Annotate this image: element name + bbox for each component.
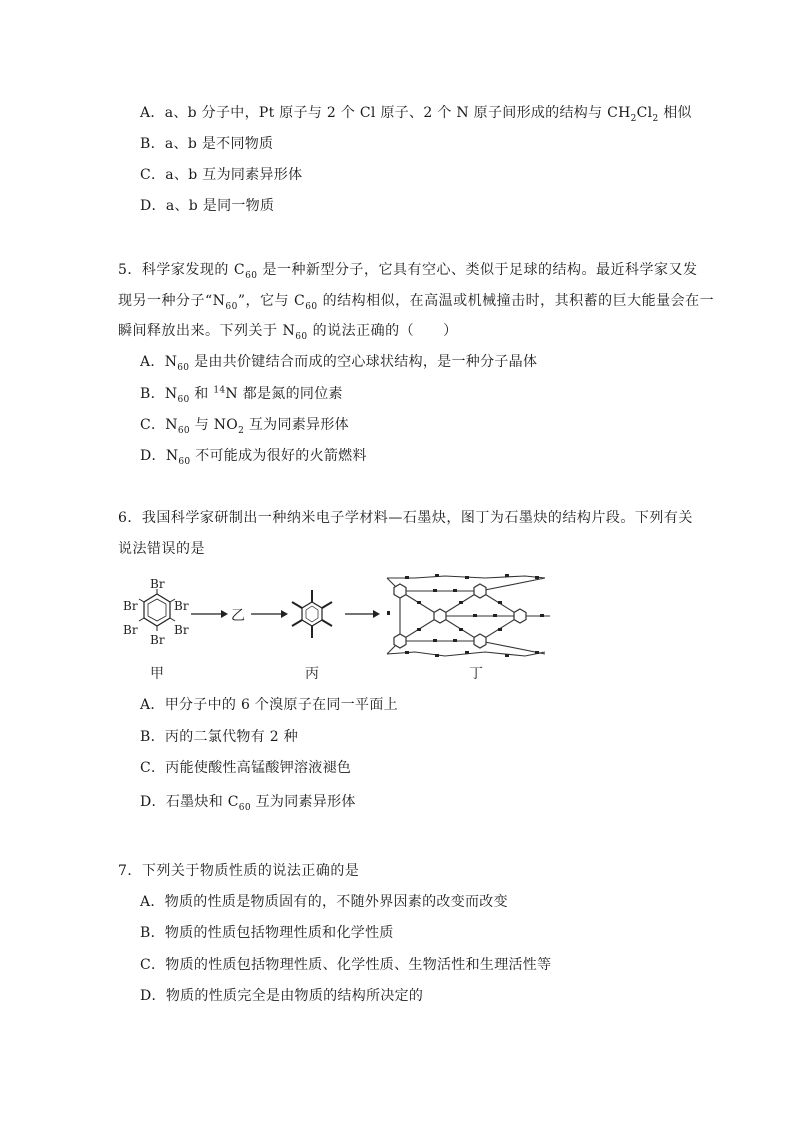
reaction-arrow-1 bbox=[191, 610, 228, 618]
graphdiyne-reaction-diagram bbox=[115, 566, 565, 686]
text: 互为同素异形体 bbox=[250, 794, 356, 810]
q6-option-b: B．丙的二氯代物有 2 种 bbox=[140, 729, 298, 745]
q5-option-b bbox=[140, 385, 343, 403]
subscript: 60 bbox=[245, 270, 258, 281]
subscript: 2 bbox=[630, 113, 637, 124]
subscript: 60 bbox=[178, 456, 191, 467]
text: 互为同素异形体 bbox=[244, 417, 349, 433]
subscript: 60 bbox=[177, 362, 190, 373]
label-ding: 丁 bbox=[469, 666, 483, 682]
q5-stem-line2 bbox=[118, 292, 714, 310]
text: 与 NO bbox=[189, 417, 239, 433]
q5-option-a bbox=[140, 353, 537, 371]
q5-option-d bbox=[140, 447, 367, 465]
text: 瞬间释放出来。下列关于 N bbox=[118, 323, 296, 339]
subscript: 60 bbox=[295, 331, 308, 342]
q7-option-b: B．物质的性质包括物理性质和化学性质 bbox=[140, 925, 394, 941]
q4-option-c: C．a、b 互为同素异形体 bbox=[140, 167, 303, 183]
br-label-upper-left: Br bbox=[123, 599, 138, 613]
q5-stem-line1 bbox=[118, 261, 697, 279]
q4-option-a-text: A．a、b 分子中，Pt 原子与 2 个 Cl 原子、2 个 N 原子间形成的结构与 CH bbox=[140, 105, 631, 121]
superscript: 14 bbox=[213, 385, 226, 396]
subscript: 2 bbox=[652, 113, 659, 124]
text: B．N bbox=[140, 386, 178, 402]
text: ”，它与 C bbox=[237, 293, 306, 309]
hexaethynylbenzene-structure bbox=[292, 590, 332, 682]
label-yi: 乙 bbox=[231, 608, 245, 624]
text: N 都是氮的同位素 bbox=[225, 386, 343, 402]
text: 是一种新型分子，它具有空心、类似于足球的结构。最近科学家又发 bbox=[257, 262, 698, 278]
q4-option-a bbox=[140, 104, 692, 122]
q7-option-c: C．物质的性质包括物理性质、化学性质、生物活性和生理活性等 bbox=[140, 957, 552, 973]
subscript: 60 bbox=[305, 301, 318, 312]
q4-option-d: D．a、b 是同一物质 bbox=[140, 198, 275, 214]
graphdiyne-fragment bbox=[387, 574, 550, 682]
subscript: 60 bbox=[238, 802, 251, 813]
q6-stem-line2: 说法错误的是 bbox=[118, 541, 205, 557]
q4-option-b: B．a、b 是不同物质 bbox=[140, 136, 274, 152]
q7-option-d: D．物质的性质完全是由物质的结构所决定的 bbox=[140, 988, 424, 1004]
reaction-arrow-3 bbox=[345, 610, 380, 618]
hexabromobenzene-structure bbox=[123, 577, 189, 682]
subscript: 2 bbox=[238, 425, 245, 436]
text: D．石墨炔和 C bbox=[140, 794, 239, 810]
text: A．N bbox=[140, 354, 178, 370]
br-label-lower-right: Br bbox=[174, 623, 189, 637]
text: 5．科学家发现的 C bbox=[118, 262, 246, 278]
subscript: 60 bbox=[225, 301, 238, 312]
text: 和 bbox=[189, 386, 214, 402]
label-jia: 甲 bbox=[150, 666, 164, 682]
reaction-arrow-2 bbox=[251, 610, 288, 618]
q6-stem-line1: 6．我国科学家研制出一种纳米电子学材料—石墨炔，图丁为石墨炔的结构片段。下列有关 bbox=[118, 510, 693, 526]
text: C．N bbox=[140, 417, 178, 433]
q6-option-c: C．丙能使酸性高锰酸钾溶液褪色 bbox=[140, 760, 352, 776]
text: 现另一种分子“N bbox=[118, 293, 226, 309]
q4-option-a-text-mid: Cl bbox=[636, 105, 653, 121]
text: 不可能成为很好的火箭燃料 bbox=[190, 448, 367, 464]
q4-option-a-text-end: 相似 bbox=[658, 105, 692, 121]
q6-option-d bbox=[140, 793, 356, 811]
br-label-top: Br bbox=[150, 577, 165, 591]
q7-stem: 7．下列关于物质性质的说法正确的是 bbox=[118, 863, 360, 879]
text: 的说法正确的（ ） bbox=[307, 323, 458, 339]
text: 的结构相似，在高温或机械撞击时，其积蓄的巨大能量会在一 bbox=[317, 293, 715, 309]
q7-option-a: A．物质的性质是物质固有的，不随外界因素的改变而改变 bbox=[140, 894, 508, 910]
br-label-lower-left: Br bbox=[123, 623, 138, 637]
q6-option-a: A．甲分子中的 6 个溴原子在同一平面上 bbox=[140, 697, 398, 713]
text: D．N bbox=[140, 448, 179, 464]
br-label-upper-right: Br bbox=[174, 599, 189, 613]
br-label-bottom: Br bbox=[150, 633, 165, 647]
q5-option-c bbox=[140, 416, 349, 434]
text: 是由共价键结合而成的空心球状结构，是一种分子晶体 bbox=[189, 354, 538, 370]
q5-stem-line3 bbox=[118, 322, 458, 340]
subscript: 60 bbox=[177, 425, 190, 436]
subscript: 60 bbox=[177, 394, 190, 405]
label-bing: 丙 bbox=[305, 666, 319, 682]
